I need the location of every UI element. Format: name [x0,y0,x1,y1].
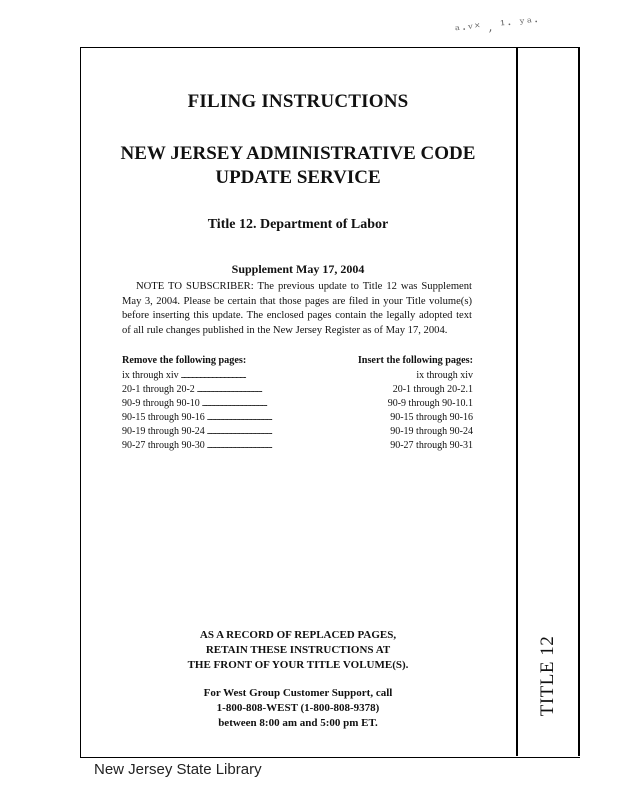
remove-pages: 90-9 through 90-10 [122,398,200,409]
list-item [122,411,473,425]
remove-pages: 90-27 through 90-30 [122,440,205,451]
retain-instructions [80,628,516,673]
insert-pages: 90-27 through 90-31 [390,440,473,451]
supplement-date: Supplement May 17, 2004 [231,262,365,276]
remove-pages: 20-1 through 20-2 [122,384,195,395]
leader-dots [181,369,415,383]
code-title-line: NEW JERSEY ADMINISTRATIVE CODE [120,143,476,164]
code-title-line: UPDATE SERVICE [215,167,381,188]
subscriber-note-text: NOTE TO SUBSCRIBER: The previous update to Title 12 was Supplement May 3, 2004. Please be certain that those pages are filed in your Title volume(s) before inserting this update. The enclosed pages contain the legally adopted text of all rule changes published in the New Jersey Register as of May 17, 2004. [122,281,472,336]
insert-pages: 20-1 through 20-2.1 [392,384,473,395]
list-item [122,425,473,439]
remove-pages: 90-15 through 90-16 [122,412,205,423]
support-line: For West Group Customer Support, call [203,687,393,699]
library-stamp: New Jersey State Library [94,761,262,778]
handwritten-marks: ᵃ·ᵛ˟ , ¹· ʸᵃ· [454,14,542,39]
support-hours: between 8:00 am and 5:00 pm ET. [218,717,378,729]
tab-divider-line [516,47,518,756]
leader-dots [207,439,388,453]
page-title: FILING INSTRUCTIONS [187,91,409,112]
insert-pages: 90-9 through 90-10.1 [387,398,473,409]
subscriber-note [122,280,472,338]
insert-pages: 90-19 through 90-24 [390,426,473,437]
code-title [80,142,516,190]
retain-line: RETAIN THESE INSTRUCTIONS AT [205,644,391,656]
tab-edge-line [578,47,580,756]
insert-pages: 90-15 through 90-16 [390,412,473,423]
list-item [122,397,473,411]
title-tab-label: TITLE 12 [537,635,558,717]
list-item [122,439,473,453]
page-exchange-list [122,369,473,453]
insert-pages-header: Insert the following pages: [357,355,473,366]
customer-support [80,686,516,731]
list-item [122,383,473,397]
remove-pages-header: Remove the following pages: [122,355,247,366]
support-phone: 1-800-808-WEST (1-800-808-9378) [216,702,380,714]
retain-line: THE FRONT OF YOUR TITLE VOLUME(S). [187,659,409,671]
leader-dots [197,383,391,397]
retain-line: AS A RECORD OF REPLACED PAGES, [199,629,397,641]
department-heading: Title 12. Department of Labor [207,217,389,232]
insert-pages: ix through xiv [416,370,473,381]
list-item [122,369,473,383]
remove-pages: 90-19 through 90-24 [122,426,205,437]
leader-dots [207,425,388,439]
leader-dots [207,411,388,425]
remove-pages: ix through xiv [122,370,179,381]
leader-dots [202,397,386,411]
